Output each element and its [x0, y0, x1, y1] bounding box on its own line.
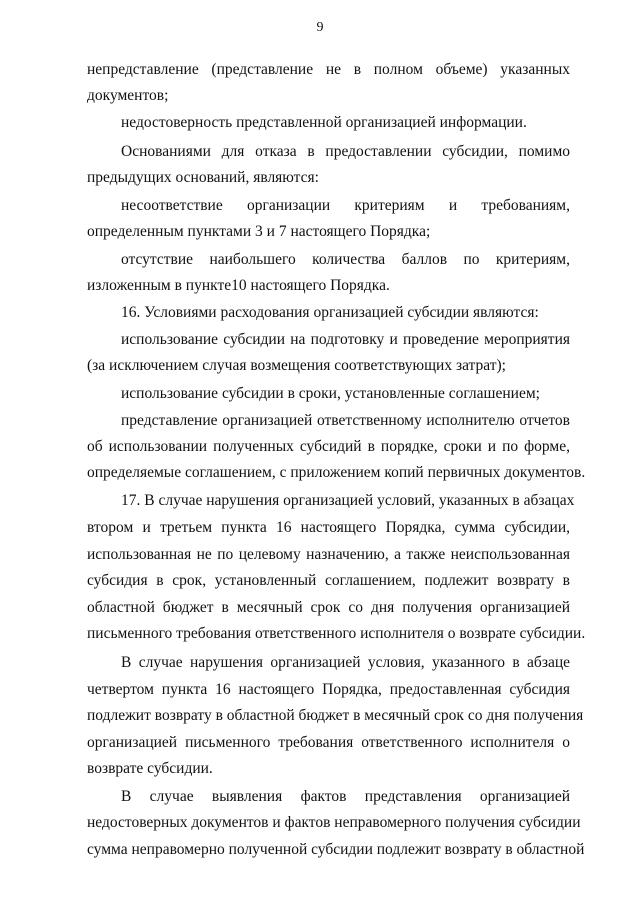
text-line: втором и третьем пункта 16 настоящего Порядка, сумма субсидии, — [87, 519, 570, 536]
text-line: использованная не по целевому назначению, а также неиспользованная — [87, 546, 570, 563]
text-line: использование субсидии в сроки, установленные соглашением; — [121, 385, 540, 402]
text-line: изложенным в пункте10 настоящего Порядка. — [87, 277, 390, 294]
text-line: представление организацией ответственному исполнителю отчетов — [121, 412, 570, 429]
text-line: недостоверность представленной организацией информации. — [121, 114, 527, 131]
text-line: об использовании полученных субсидий в порядке, сроки и по форме, — [87, 438, 570, 455]
text-line: В случае выявления фактов представления организацией — [121, 788, 570, 805]
text-line: использование субсидии на подготовку и проведение мероприятия — [121, 331, 570, 348]
text-line: (за исключением случая возмещения соответствующих затрат); — [87, 357, 506, 374]
text-line: 16. Условиями расходования организацией субсидии являются: — [121, 304, 539, 321]
text-line: определяемые соглашением, с приложением копий первичных документов. — [87, 464, 586, 481]
text-line: недостоверных документов и фактов неправомерного получения субсидии — [87, 814, 581, 831]
text-line: определенным пунктами 3 и 7 настоящего Порядка; — [87, 223, 431, 240]
text-line: возврате субсидии. — [87, 760, 213, 777]
text-line: 17. В случае нарушения организацией условий, указанных в абзацах — [121, 492, 575, 509]
text-line: документов; — [87, 87, 169, 104]
text-line: предыдущих оснований, являются: — [87, 169, 319, 186]
text-line: непредставление (представление не в полном объеме) указанных — [87, 61, 570, 78]
text-line: четвертом пункта 16 настоящего Порядка, предоставленная субсидия — [87, 681, 570, 698]
text-line: отсутствие наибольшего количества баллов по критериям, — [121, 251, 570, 268]
text-line: подлежит возврату в областной бюджет в месячный срок со дня получения — [87, 707, 584, 724]
text-line: письменного требования ответственного исполнителя о возврате субсидии. — [87, 625, 586, 642]
text-line: Основаниями для отказа в предоставлении субсидии, помимо — [121, 143, 570, 160]
text-line: В случае нарушения организацией условия, указанного в абзаце — [121, 654, 570, 671]
text-line: несоответствие организации критериям и требованиям, — [121, 197, 570, 214]
text-line: субсидия в срок, установленный соглашением, подлежит возврату в — [87, 572, 570, 589]
text-line: организацией письменного требования ответственного исполнителя о — [87, 734, 570, 751]
text-line: областной бюджет в месячный срок со дня получения организацией — [87, 599, 570, 616]
page-number: 9 — [316, 20, 324, 35]
text-line: сумма неправомерно полученной субсидии подлежит возврату в областной — [87, 841, 585, 858]
